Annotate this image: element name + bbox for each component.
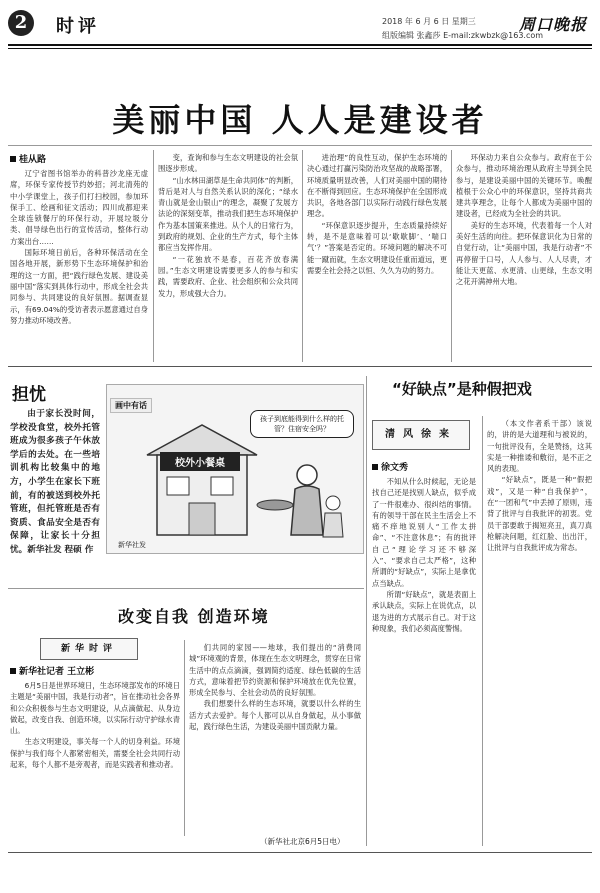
main-column-2 [158, 152, 298, 362]
paragraph: 不知从什么时候起，无论是找自己还是找别人缺点，似乎成了一件很难办、很纠结的事情。有的领导干部在民主生活会上不痛不痒地说别人“工作太拼命”、“不注意休息”；有的批评自己“理论学习还不够深入”、“要求自己太严格”，这种所谓的“好缺点”，实际上是拿优点当缺点。 [372, 477, 476, 588]
paragraph: “山水林田湖草是生命共同体”的判断，背后是对人与自然关系认识的深化；“绿水青山就是金山银山”的理念，凝聚了发展方法论的深刻变革，推动我们把生态环境保护作为基本国策来推进。从个人的日常行为，到政府的规划、企业的生产方式，每个主体都应当发挥作用。 [158, 175, 298, 253]
paragraph: 6月5日是世界环境日，生态环境部发布的环境日主题是“美丽中国，我是行动者”，旨在推动社会各界和公众积极参与生态文明建设，从点滴做起、从身边做起，改变自我、创造环境，以实际行动守护绿水青山。 [10, 681, 180, 736]
paragraph: 变，查询和参与生态文明建设的社会氛围逐步形成。 [158, 153, 298, 174]
paragraph: 美好的生态环境，代表着每一个人对美好生活的向往。把环保意识化为日常的自觉行动，让“美丽中国，我是行动者”不再停留于口号，人人参与、人人尽责，才能让天更蓝、水更清、山更绿，生态文明之花开满神州大地。 [456, 220, 592, 287]
column-divider [184, 640, 185, 836]
paragraph: 所谓“好缺点”，就是表面上承认缺点，实际上在说优点，以退为进的方式展示自己。对于这种现象，我们必须高度警惕。 [372, 589, 476, 633]
section-title: 时评 [56, 16, 100, 37]
column-stamp: 新华时评 [40, 638, 138, 660]
column-divider [482, 416, 483, 846]
speech-bubble: 孩子到底能得到什么样的托管？住宿安全吗？ [250, 410, 354, 438]
page-number: 2 [8, 10, 34, 36]
paragraph: 我们想要什么样的生态环境，就要以什么样的生活方式去爱护。每个人都可以从自身做起，从小事做起，践行绿色生活，为建设美丽中国贡献力量。 [189, 699, 361, 732]
paragraph: 辽宁省图书馆举办的科普沙龙座无虚席，环保专家传授节约妙招；河北清苑的中小学课堂上，孩子们打扫校园，参加环保手工、绘画和征文活动；四川成都迎来全球连锁餐厅的环保行动，开展垃圾分类、倡导绿色出行的宣传活动，整体行动方案出台…… [10, 169, 148, 246]
source-line: （新华社北京6月5日电） [260, 837, 345, 846]
image-caption: 新华社发 [118, 541, 146, 549]
date-line: 2018 年 6 月 6 日 星期三 [382, 17, 476, 26]
paragraph: “好缺点”，既是一种“假把戏”，又是一种“自我保护”，在“一团和气”中丢掉了原则，违背了批评与自我批评的初衷。党员干部要敢于揭短亮丑，真刀真枪解决问题，红红脸、出出汗，让批评与自我批评成为常态。 [487, 475, 592, 553]
paragraph: 国际环境日前后，各种环保活动在全国各地开展，新形势下生态环境保护和治理的这一方面，把“践行绿色发展、建设美丽中国”落实到具体行动中，形成全社会共同参与、共同建设的良好氛围。据调查显示，有69.04%的受访者表示愿意通过自身努力推动环境改善。 [10, 248, 148, 325]
column-stamp: 清风徐来 [372, 420, 470, 450]
shop-sign: 校外小餐桌 [160, 452, 240, 471]
bottom-column-2 [189, 642, 361, 832]
right-headline: “好缺点”是种假把戏 [392, 380, 532, 398]
section-divider [8, 588, 364, 589]
paragraph: 环保动力来自公众参与。政府在于公众参与，推动环境治理从政府主导到全民参与，是建设美丽中国的关键环节。唤醒植根于公众心中的环保意识，坚持共商共建共享理念，让每个人都成为美丽中国的建设者，已经成为全社会的共识。 [456, 153, 592, 219]
main-byline: 桂从路 [10, 152, 46, 165]
paragraph: 由于家长没时间，学校没食堂，校外托管班成为很多孩子午休放学后的去处。在一些培训机构比较集中的地方，小学生在家长下班前，有的被送到校外托管班，但托管班是否有资质、食品安全是否有保障，让家长十分担忧。新华社发 程硕 作 [10, 409, 100, 555]
header-rule-thin [8, 48, 592, 49]
image-tag: 画中有话 [110, 398, 152, 413]
paragraph: “环保意识逐步提升，生态质量持续好转，是不是意味着可以‘歇歇脚’、‘喘口气’？”答案是否定的。环境问题的解决不可能一蹴而就，生态文明建设任重而道远，更需要全社会持之以恒、久久为功的努力。 [307, 220, 447, 275]
paragraph: “一花独放不是春，百花齐放春满园。”生态文明建设需要更多人的参与和实践，需要政府、企业、社会组织和公众共同发力，形成强大合力。 [158, 254, 298, 298]
right-byline: 徐文秀 [372, 460, 408, 473]
side-headline: 担忧 [12, 385, 46, 405]
paragraph: 进治理”的良性互动，保护生态环境的决心通过打赢污染防治攻坚战的战略部署，环境质量明显改善，人们对美丽中国的期待在不断得到回应。生态环境保护在全国形成共识，各地各部门以实际行动践行绿色发展理念。 [307, 153, 447, 219]
footer-rule [8, 852, 592, 853]
paragraph: 们共同的家园——地球，我们提出的“消费同城”环境观的背景，体现在生态文明理念，贯穿在日常生活中的点点滴滴，强调简约适度、绿色低碳的生活方式，意味着把节约资源和保护环境放在优先位置，形成全民参与、全社会动员的良好氛围。 [189, 643, 361, 698]
column-divider [153, 150, 154, 362]
right-column-2 [487, 418, 592, 846]
main-column-3 [307, 152, 447, 362]
editor-line: 组版编辑 张鑫莎 E-mail:zkwbzk@163.com [382, 31, 544, 40]
section-divider [8, 366, 592, 367]
paragraph: 生态文明建设，事关每一个人的切身利益。环境保护与我们每个人都紧密相关，需要全社会共同行动起来，每个人都不是旁观者，而是实践者和推动者。 [10, 737, 180, 770]
column-divider [366, 376, 367, 846]
main-column-4 [456, 152, 592, 362]
right-column-1 [372, 476, 476, 846]
column-divider [302, 150, 303, 362]
main-column-1 [10, 168, 148, 362]
paragraph: （本文作者系干部）该说的，讲的是大道理和与被说的，一句批评没有，全是赞扬，这其实是一种推诿和敷衍，是不正之风的表现。 [487, 419, 592, 474]
side-body [10, 408, 100, 584]
main-headline: 美丽中国 人人是建设者 [112, 101, 488, 139]
title-rule [8, 145, 592, 146]
column-divider [451, 150, 452, 362]
bottom-column-1 [10, 680, 180, 832]
masthead-logo: 周口晚报 [519, 15, 588, 34]
bottom-byline: 新华社记者 王立彬 [10, 664, 94, 677]
bottom-headline: 改变自我 创造环境 [118, 607, 270, 626]
header-rule [8, 44, 592, 46]
